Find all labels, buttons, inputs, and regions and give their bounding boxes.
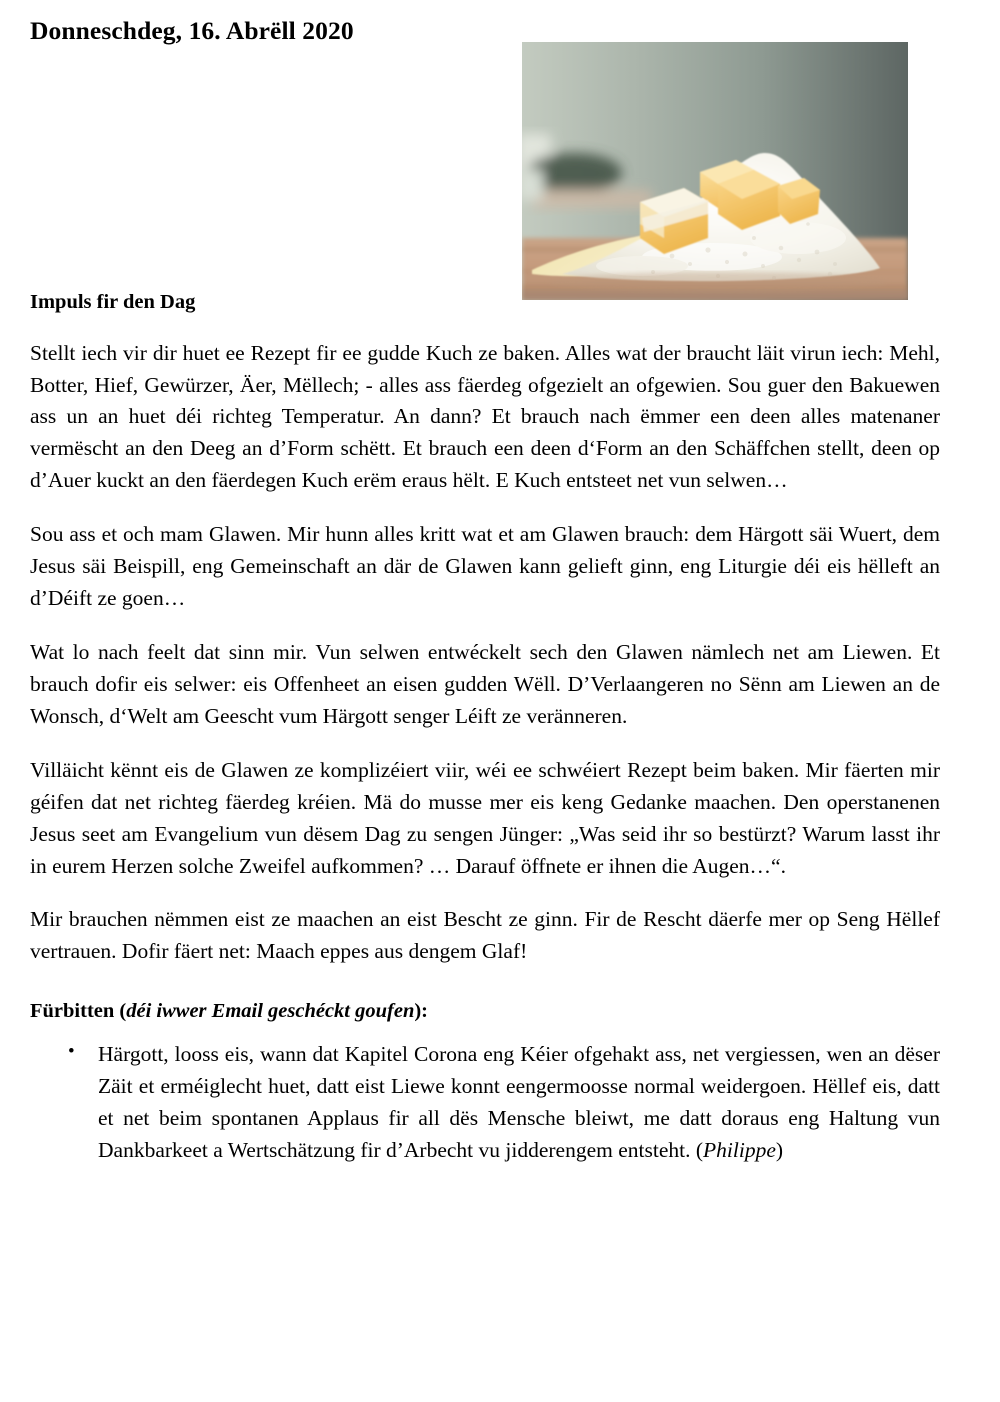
paragraph-3: Wat lo nach feelt dat sinn mir. Vun selwen entwéckelt sech den Glawen nämlech net am Liewen. Et brauch dofir eis selwer: eis Offenheet an eisen gudden Wëll. D’Verlaangeren no Sënn am Liewen an de Wonsch, d‘Welt am Geescht vum Härgott senger Léift ze veränneren. bbox=[30, 640, 940, 728]
paragraph-5: Mir brauchen nëmmen eist ze maachen an eist Bescht ze ginn. Fir de Rescht däerfe mer op Seng Hëllef vertrauen. Dofir fäert net: Maach eppes aus dengem Glaf! bbox=[30, 907, 940, 964]
flour-butter-photo bbox=[522, 42, 908, 314]
prayer-suffix: ) bbox=[775, 1137, 784, 1162]
prayers-heading-italic: déi iwwer Email geschéckt goufen bbox=[126, 1000, 415, 1023]
list-item bbox=[68, 1039, 940, 1167]
prayers-heading bbox=[30, 998, 940, 1025]
paragraph-2: Sou ass et och mam Glawen. Mir hunn alles kritt wat et am Glawen brauch: dem Härgott säi Wuert, dem Jesus säi Beispill, eng Gemeinschaft an där de Glawen kann gelieft ginn, eng Liturgie déi eis hëlleft an d’Déift ze goen… bbox=[30, 522, 940, 611]
prayer-text: Härgott, looss eis, wann dat Kapitel Corona eng Kéier ofgehakt ass, net vergiessen, wen an dëser Zäit et erméiglecht huet, datt eist Liewe konnt eengermoosse normal weidergoen. Hëllef eis, datt et net beim spontanen Applaus fir all dës Mensche bleiwt, me datt doraus eng Haltung vun Dankbarkeet a Wertschätzung fir d’Arbecht vu jidderengem entsteht. ( bbox=[98, 1041, 940, 1162]
page-title: Donneschdeg, 16. Abrëll 2020 bbox=[30, 16, 354, 45]
article-body bbox=[30, 290, 940, 1181]
section-subheading: Impuls fir den Dag bbox=[30, 291, 196, 313]
prayer-author: Philippe bbox=[703, 1137, 776, 1162]
prayers-heading-suffix: ): bbox=[414, 1000, 429, 1023]
paragraph-4: Villäicht kënnt eis de Glawen ze komplizéiert viir, wéi ee schwéiert Rezept beim baken. Mir fäerten mir géifen dat net richteg fäerdeg kréien. Mä do musse mer eis keng Gedanke maachen. Den operstanenen Jesus seet am Evangelium vun dësem Dag zu sengen Jünger: „Was seid ihr so bestürzt? Warum lasst ihr in eurem Herzen solche Zweifel aufkommen? … Darauf öffnete er ihnen die Augen…“. bbox=[30, 757, 940, 878]
prayers-heading-prefix: Fürbitten ( bbox=[30, 1000, 127, 1023]
paragraph-1: Stellt iech vir dir huet ee Rezept fir ee gudde Kuch ze baken. Alles wat der braucht läit virun iech: Mehl, Botter, Hief, Gewürzer, Äer, Mëllech; - alles ass fäerdeg ofgezielt an ofgewien. Sou guer den Bakuewen ass un an huet déi richteg Temperatur. An dann? Et brauch nach ëmmer een deen alles matenaner vermëscht an den Deeg an d’Form schëtt. Et brauch een deen d‘Form an den Schäffchen stellt, deen op d’Auer kuckt an den fäerdegen Kuch erëm eraus hëlt. E Kuch entsteet net vun selwen… bbox=[30, 340, 940, 493]
photo-illustration bbox=[522, 42, 908, 314]
prayers-list bbox=[30, 1039, 940, 1167]
